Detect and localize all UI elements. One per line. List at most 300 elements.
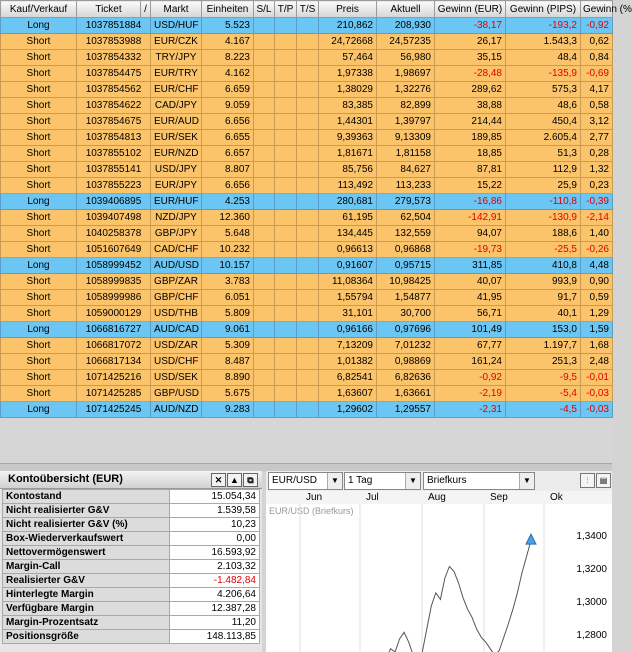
account-values-table xyxy=(2,489,260,644)
restore-window-icon[interactable]: ⧉ xyxy=(243,473,258,487)
table-cell xyxy=(297,354,319,370)
table-cell: CAD/JPY xyxy=(151,98,202,114)
table-cell: 40,1 xyxy=(506,306,581,322)
table-cell: USD/THB xyxy=(151,306,202,322)
column-header[interactable]: Markt xyxy=(151,1,202,18)
table-cell: 84,627 xyxy=(377,162,435,178)
account-row xyxy=(3,546,260,560)
account-value: -1.482,84 xyxy=(170,574,260,588)
table-cell: -2,19 xyxy=(435,386,506,402)
table-cell: 1,81158 xyxy=(377,146,435,162)
table-cell xyxy=(275,178,297,194)
table-cell xyxy=(275,370,297,386)
table-cell: 0,59 xyxy=(581,290,613,306)
table-cell xyxy=(254,210,275,226)
table-cell: 1,29557 xyxy=(377,402,435,418)
chart-time-axis xyxy=(266,491,612,505)
table-cell xyxy=(254,386,275,402)
instrument-value: EUR/USD xyxy=(272,475,318,486)
table-cell: 1037855141 xyxy=(77,162,151,178)
account-value: 2.103,32 xyxy=(170,560,260,574)
table-cell xyxy=(275,114,297,130)
price-type-value: Briefkurs xyxy=(427,475,467,486)
table-row[interactable] xyxy=(1,50,613,66)
last-price-marker xyxy=(526,534,536,544)
table-cell: Short xyxy=(1,226,77,242)
table-cell xyxy=(297,402,319,418)
table-cell: 1066817134 xyxy=(77,354,151,370)
table-cell xyxy=(254,66,275,82)
table-cell: 57,464 xyxy=(319,50,377,66)
table-row[interactable] xyxy=(1,146,613,162)
table-cell: 0,62 xyxy=(581,34,613,50)
table-cell: -2,14 xyxy=(581,210,613,226)
table-cell: 0,95715 xyxy=(377,258,435,274)
table-cell: -0,03 xyxy=(581,402,613,418)
table-row[interactable] xyxy=(1,226,613,242)
table-row[interactable] xyxy=(1,194,613,210)
account-label: Verfügbare Margin xyxy=(3,602,170,616)
account-value: 15.054,34 xyxy=(170,490,260,504)
table-cell: 24,72668 xyxy=(319,34,377,50)
table-cell: 289,62 xyxy=(435,82,506,98)
table-row[interactable] xyxy=(1,354,613,370)
table-cell: 4.162 xyxy=(202,66,254,82)
table-cell xyxy=(254,194,275,210)
table-cell: USD/ZAR xyxy=(151,338,202,354)
table-row[interactable] xyxy=(1,306,613,322)
chart-type-icon[interactable]: ⫶ xyxy=(580,473,595,488)
table-cell: 210,862 xyxy=(319,18,377,34)
table-cell: -25,5 xyxy=(506,242,581,258)
table-cell: EUR/NZD xyxy=(151,146,202,162)
table-cell: 1,44301 xyxy=(319,114,377,130)
table-cell: 8.223 xyxy=(202,50,254,66)
column-header[interactable]: Kauf/Verkauf xyxy=(1,1,77,18)
table-cell: 5.523 xyxy=(202,18,254,34)
table-row[interactable] xyxy=(1,98,613,114)
month-tick-label: Sep xyxy=(490,492,508,503)
table-cell: 2,77 xyxy=(581,130,613,146)
table-cell xyxy=(254,146,275,162)
table-row[interactable] xyxy=(1,18,613,34)
table-cell xyxy=(254,18,275,34)
table-cell xyxy=(254,290,275,306)
table-row[interactable] xyxy=(1,66,613,82)
column-header[interactable]: Ticket xyxy=(77,1,141,18)
table-cell: USD/SEK xyxy=(151,370,202,386)
table-cell xyxy=(254,402,275,418)
table-cell: 1037854332 xyxy=(77,50,151,66)
table-cell: CAD/CHF xyxy=(151,242,202,258)
collapse-icon[interactable]: ▲ xyxy=(227,473,242,487)
table-cell: Short xyxy=(1,82,77,98)
table-cell: Short xyxy=(1,306,77,322)
table-cell: 11,08364 xyxy=(319,274,377,290)
table-cell: Short xyxy=(1,354,77,370)
column-header[interactable]: S/L xyxy=(254,1,275,18)
account-row xyxy=(3,588,260,602)
table-cell: 1066816727 xyxy=(77,322,151,338)
table-cell: 4.253 xyxy=(202,194,254,210)
table-row[interactable] xyxy=(1,338,613,354)
table-cell: 1037855102 xyxy=(77,146,151,162)
account-value: 0,00 xyxy=(170,532,260,546)
table-cell xyxy=(254,34,275,50)
table-cell: 134,445 xyxy=(319,226,377,242)
account-row xyxy=(3,518,260,532)
account-value: 16.593,92 xyxy=(170,546,260,560)
table-cell: 94,07 xyxy=(435,226,506,242)
table-cell: 1039406895 xyxy=(77,194,151,210)
table-cell: 2.605,4 xyxy=(506,130,581,146)
table-cell: Short xyxy=(1,162,77,178)
table-cell xyxy=(275,274,297,290)
account-overview-panel xyxy=(0,471,262,652)
table-cell: 40,07 xyxy=(435,274,506,290)
table-cell: 1,32276 xyxy=(377,82,435,98)
table-cell: 4.167 xyxy=(202,34,254,50)
account-row xyxy=(3,630,260,644)
table-cell: 7,01232 xyxy=(377,338,435,354)
table-cell: 30,700 xyxy=(377,306,435,322)
table-cell: 1058999452 xyxy=(77,258,151,274)
table-cell: 1037855223 xyxy=(77,178,151,194)
table-cell: 3,12 xyxy=(581,114,613,130)
table-cell: Short xyxy=(1,34,77,50)
timeframe-select[interactable] xyxy=(344,472,421,490)
table-cell: 1.197,7 xyxy=(506,338,581,354)
table-cell: 113,233 xyxy=(377,178,435,194)
table-cell: 56,71 xyxy=(435,306,506,322)
account-row xyxy=(3,616,260,630)
account-row xyxy=(3,574,260,588)
column-header[interactable]: T/P xyxy=(275,1,297,18)
table-cell: 7,13209 xyxy=(319,338,377,354)
table-cell: 1037854475 xyxy=(77,66,151,82)
table-cell xyxy=(275,146,297,162)
table-cell: EUR/CHF xyxy=(151,82,202,98)
table-cell xyxy=(275,402,297,418)
table-cell: 1037854813 xyxy=(77,130,151,146)
table-cell xyxy=(254,322,275,338)
table-row[interactable] xyxy=(1,322,613,338)
price-type-select[interactable] xyxy=(423,472,535,490)
column-header[interactable]: Gewinn (% xyxy=(581,1,613,18)
account-row xyxy=(3,532,260,546)
table-cell: 0,90 xyxy=(581,274,613,290)
table-cell: 1,32 xyxy=(581,162,613,178)
table-cell: USD/JPY xyxy=(151,162,202,178)
table-cell: 9,39363 xyxy=(319,130,377,146)
table-cell xyxy=(254,226,275,242)
table-cell xyxy=(297,258,319,274)
table-cell xyxy=(297,34,319,50)
account-label: Nicht realisierter G&V xyxy=(3,504,170,518)
table-cell: 61,195 xyxy=(319,210,377,226)
chevron-down-icon: ▼ xyxy=(519,473,534,489)
table-cell xyxy=(297,194,319,210)
column-header[interactable]: Gewinn (EUR) xyxy=(435,1,506,18)
table-cell xyxy=(275,66,297,82)
table-cell: 1071425216 xyxy=(77,370,151,386)
table-cell: 1,55794 xyxy=(319,290,377,306)
month-tick-label: Jul xyxy=(366,492,379,503)
table-cell: AUD/CAD xyxy=(151,322,202,338)
table-cell: 1037851884 xyxy=(77,18,151,34)
table-cell: 0,84 xyxy=(581,50,613,66)
table-cell: Short xyxy=(1,370,77,386)
table-cell xyxy=(297,114,319,130)
table-cell: 6.657 xyxy=(202,146,254,162)
table-row[interactable] xyxy=(1,386,613,402)
table-cell: Short xyxy=(1,242,77,258)
table-cell: -0,39 xyxy=(581,194,613,210)
table-cell xyxy=(254,338,275,354)
table-cell: 6.656 xyxy=(202,178,254,194)
table-cell: -0,69 xyxy=(581,66,613,82)
table-cell xyxy=(254,82,275,98)
table-cell xyxy=(275,34,297,50)
table-cell xyxy=(254,114,275,130)
table-cell: 1,68 xyxy=(581,338,613,354)
account-row xyxy=(3,504,260,518)
chevron-down-icon: ▼ xyxy=(327,473,342,489)
table-cell xyxy=(297,242,319,258)
table-row[interactable] xyxy=(1,242,613,258)
table-header-row xyxy=(1,1,613,18)
table-cell: 9.061 xyxy=(202,322,254,338)
table-cell: -5,4 xyxy=(506,386,581,402)
table-cell: 67,77 xyxy=(435,338,506,354)
table-cell xyxy=(254,370,275,386)
column-header[interactable]: Preis xyxy=(319,1,377,18)
table-cell: 12.360 xyxy=(202,210,254,226)
table-cell: EUR/TRY xyxy=(151,66,202,82)
table-cell: 189,85 xyxy=(435,130,506,146)
close-icon[interactable]: ✕ xyxy=(211,473,226,487)
table-cell: 56,980 xyxy=(377,50,435,66)
table-cell: 9.283 xyxy=(202,402,254,418)
table-cell: EUR/HUF xyxy=(151,194,202,210)
table-cell: 38,88 xyxy=(435,98,506,114)
table-cell xyxy=(254,242,275,258)
table-cell xyxy=(297,82,319,98)
account-label: Margin-Prozentsatz xyxy=(3,616,170,630)
table-row[interactable] xyxy=(1,274,613,290)
table-row[interactable] xyxy=(1,114,613,130)
table-cell xyxy=(297,178,319,194)
table-cell: GBP/USD xyxy=(151,386,202,402)
table-cell: 5.648 xyxy=(202,226,254,242)
table-cell xyxy=(254,98,275,114)
table-cell: 113,492 xyxy=(319,178,377,194)
table-cell: 5.675 xyxy=(202,386,254,402)
table-cell xyxy=(254,178,275,194)
table-row[interactable] xyxy=(1,370,613,386)
column-header[interactable]: Aktuell xyxy=(377,1,435,18)
chart-plot-area[interactable] xyxy=(266,504,567,652)
table-cell: 6,82636 xyxy=(377,370,435,386)
table-cell: NZD/JPY xyxy=(151,210,202,226)
table-cell: 112,9 xyxy=(506,162,581,178)
account-value: 4.206,64 xyxy=(170,588,260,602)
table-cell: Short xyxy=(1,338,77,354)
table-cell: 15,22 xyxy=(435,178,506,194)
table-cell: 311,85 xyxy=(435,258,506,274)
table-cell: 26,17 xyxy=(435,34,506,50)
table-row[interactable] xyxy=(1,162,613,178)
table-cell xyxy=(275,130,297,146)
table-cell: EUR/JPY xyxy=(151,178,202,194)
month-tick-label: Ok xyxy=(550,492,563,503)
table-row[interactable] xyxy=(1,290,613,306)
table-cell: 8.487 xyxy=(202,354,254,370)
table-row[interactable] xyxy=(1,402,613,418)
table-cell: Long xyxy=(1,322,77,338)
table-cell: 1037853988 xyxy=(77,34,151,50)
table-cell: Short xyxy=(1,98,77,114)
table-cell xyxy=(297,130,319,146)
table-row[interactable] xyxy=(1,258,613,274)
table-cell: 1058999986 xyxy=(77,290,151,306)
table-cell xyxy=(275,98,297,114)
account-value: 148.113,85 xyxy=(170,630,260,644)
price-series-line xyxy=(386,540,531,652)
table-cell xyxy=(275,82,297,98)
table-cell xyxy=(254,354,275,370)
table-cell: -28,48 xyxy=(435,66,506,82)
timeframe-value: 1 Tag xyxy=(348,475,373,486)
table-cell: 1,40 xyxy=(581,226,613,242)
table-row[interactable] xyxy=(1,210,613,226)
positions-body xyxy=(1,18,613,418)
table-cell: GBP/JPY xyxy=(151,226,202,242)
table-cell: 575,3 xyxy=(506,82,581,98)
table-cell: 9,13309 xyxy=(377,130,435,146)
table-cell: 18,85 xyxy=(435,146,506,162)
table-cell: 1,38029 xyxy=(319,82,377,98)
table-cell: 85,756 xyxy=(319,162,377,178)
table-cell xyxy=(297,274,319,290)
chart-settings-icon[interactable]: ▤ xyxy=(596,473,611,488)
account-label: Realisierter G&V xyxy=(3,574,170,588)
table-cell: Long xyxy=(1,194,77,210)
table-cell: -16,86 xyxy=(435,194,506,210)
table-cell: GBP/CHF xyxy=(151,290,202,306)
table-cell: 214,44 xyxy=(435,114,506,130)
table-cell: 2,48 xyxy=(581,354,613,370)
table-cell: -38,17 xyxy=(435,18,506,34)
account-label: Margin-Call xyxy=(3,560,170,574)
account-value: 10,23 xyxy=(170,518,260,532)
account-label: Kontostand xyxy=(3,490,170,504)
table-cell: 1059000129 xyxy=(77,306,151,322)
table-cell: 6.051 xyxy=(202,290,254,306)
table-cell: Short xyxy=(1,386,77,402)
price-chart xyxy=(266,504,566,652)
table-cell: 5.809 xyxy=(202,306,254,322)
table-cell xyxy=(297,50,319,66)
table-cell xyxy=(275,290,297,306)
column-header[interactable]: / xyxy=(141,1,151,18)
table-cell: 82,899 xyxy=(377,98,435,114)
table-cell xyxy=(275,258,297,274)
table-cell xyxy=(297,338,319,354)
month-tick-label: Aug xyxy=(428,492,446,503)
account-label: Positionsgröße xyxy=(3,630,170,644)
table-cell: -0,92 xyxy=(435,370,506,386)
table-cell: 9.059 xyxy=(202,98,254,114)
table-cell: 83,385 xyxy=(319,98,377,114)
table-cell xyxy=(275,50,297,66)
table-cell: EUR/CZK xyxy=(151,34,202,50)
column-header[interactable]: T/S xyxy=(297,1,319,18)
table-cell xyxy=(297,98,319,114)
table-cell: 1071425245 xyxy=(77,402,151,418)
table-cell: GBP/ZAR xyxy=(151,274,202,290)
table-cell: 0,96613 xyxy=(319,242,377,258)
table-cell: Short xyxy=(1,66,77,82)
account-value: 11,20 xyxy=(170,616,260,630)
table-cell: 1,29602 xyxy=(319,402,377,418)
table-cell: 1.543,3 xyxy=(506,34,581,50)
table-cell: -4,5 xyxy=(506,402,581,418)
table-cell: 10,98425 xyxy=(377,274,435,290)
table-cell xyxy=(297,306,319,322)
table-cell: 3.783 xyxy=(202,274,254,290)
table-cell: -0,03 xyxy=(581,386,613,402)
table-cell: AUD/USD xyxy=(151,258,202,274)
table-cell: 48,6 xyxy=(506,98,581,114)
table-cell xyxy=(254,130,275,146)
account-overview-header xyxy=(0,471,262,489)
table-cell: 8.890 xyxy=(202,370,254,386)
column-header[interactable]: Einheiten xyxy=(202,1,254,18)
account-label: Nicht realisierter G&V (%) xyxy=(3,518,170,532)
table-cell: 0,23 xyxy=(581,178,613,194)
account-label: Hinterlegte Margin xyxy=(3,588,170,602)
table-cell: 1,81671 xyxy=(319,146,377,162)
account-value: 12.387,28 xyxy=(170,602,260,616)
table-cell: 6.659 xyxy=(202,82,254,98)
price-tick-label: 1,2800 xyxy=(576,629,607,641)
table-cell xyxy=(254,50,275,66)
table-row[interactable] xyxy=(1,178,613,194)
table-cell: 0,91607 xyxy=(319,258,377,274)
table-cell: 5.309 xyxy=(202,338,254,354)
table-cell xyxy=(275,162,297,178)
table-row[interactable] xyxy=(1,34,613,50)
table-cell xyxy=(297,370,319,386)
table-cell: 1051607649 xyxy=(77,242,151,258)
table-row[interactable] xyxy=(1,130,613,146)
table-cell xyxy=(275,306,297,322)
column-header[interactable]: Gewinn (PIPS) xyxy=(506,1,581,18)
account-label: Nettovermögenswert xyxy=(3,546,170,560)
table-cell xyxy=(254,306,275,322)
table-cell: 251,3 xyxy=(506,354,581,370)
table-row[interactable] xyxy=(1,82,613,98)
table-cell: 1,98697 xyxy=(377,66,435,82)
table-cell: Short xyxy=(1,290,77,306)
table-cell xyxy=(275,242,297,258)
chevron-down-icon: ▼ xyxy=(405,473,420,489)
table-cell: 132,559 xyxy=(377,226,435,242)
instrument-select[interactable] xyxy=(268,472,343,490)
month-tick-label: Jun xyxy=(306,492,323,503)
table-cell: 1,63607 xyxy=(319,386,377,402)
